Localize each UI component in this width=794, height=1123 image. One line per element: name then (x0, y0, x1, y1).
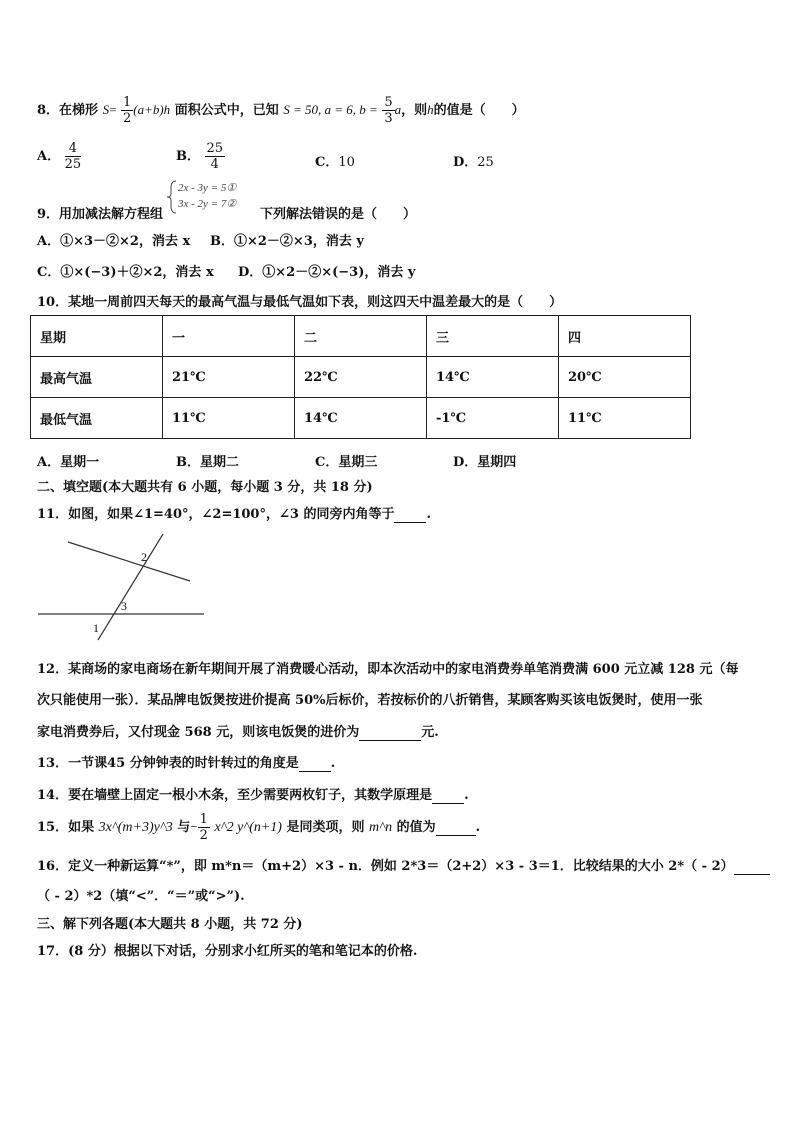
table-cell: 二 (295, 316, 427, 357)
table-row (31, 357, 691, 398)
q8-option-d: D．25 (453, 155, 494, 170)
answer-blank (436, 820, 476, 836)
q8-half-fraction: $\frac{1}{2}$ (122, 95, 132, 126)
answer-blank (734, 859, 770, 875)
q9-stem-suffix: 下列解法错误的是（ ） (260, 207, 417, 222)
table-cell: 星期 (31, 316, 163, 357)
q11-stem: 11．如图，如果∠1=40°，∠2=100°，∠3 的同旁内角等于 . (37, 507, 431, 522)
temperature-table (30, 315, 691, 439)
q11-figure (38, 534, 204, 642)
table-cell: 14℃ (295, 398, 427, 439)
q12-line-2: 次只能使用一张）．某品牌电饭煲按进价提高 50%后标价，若按标价的八折销售，某顾客购买该电饭煲时，使用一张 (37, 693, 703, 708)
table-cell: 22℃ (295, 357, 427, 398)
q9-option-a: A．①×3－②×2，消去 x (37, 234, 191, 249)
q9-stem-prefix: 9．用加减法解方程组 (37, 207, 164, 222)
q10-option-a: A．星期一 (37, 455, 100, 470)
table-cell: 11℃ (559, 398, 691, 439)
table-header-row (31, 316, 691, 357)
q12-line-3: 家电消费券后，又付现金 568 元，则该电饭煲的进价为 元. (37, 725, 439, 740)
angle-label-1: 1 (93, 621, 99, 635)
q10-option-d: D．星期四 (453, 455, 517, 470)
q17-stem: 17．(8 分）根据以下对话，分别求小红所买的笔和笔记本的价格. (37, 944, 418, 959)
q9-equation-1: 2x - 3y = 5① (178, 182, 237, 194)
transversal-line (98, 534, 163, 640)
q16-line-1: 16．定义一种新运算“*”，即 m*n＝（m+2）×3 - n．例如 2*3＝（2+2）×3 - 3＝1．比较结果的大小 2*（ - 2） (37, 855, 770, 875)
table-cell: 14℃ (427, 357, 559, 398)
q10-option-b: B．星期二 (176, 455, 239, 470)
q13-stem: 13．一节课45 分钟钟表的时针转过的角度是 . (37, 756, 336, 771)
q12-line-1: 12．某商场的家电商场在新年期间开展了消费暖心活动，即本次活动中的家电消费券单笔消费满 600 元立减 128 元（每 (37, 662, 739, 677)
q15-stem: 15．如果 3x^(m+3)y^3 与− $\frac{1}{2}$ x^2 y^(n+1) 是同类项，则 m^n 的值为 . (37, 812, 481, 843)
q9-option-c: C．①×(−3)＋②×2，消去 x (37, 265, 214, 280)
answer-blank (299, 756, 331, 772)
angle-label-3: 3 (121, 599, 127, 613)
q8-stem: 8．在梯形 S= $\frac{1}{2}$ (a+b)h 面积公式中，已知 S = 50, a = 6, b = $\frac{5}{3}$ a，则h的值是（ ） (37, 95, 525, 126)
q8-option-a: A． $\frac{4}{25}$ (37, 141, 82, 172)
table-row (31, 398, 691, 439)
table-cell: -1℃ (427, 398, 559, 439)
q10-stem: 10．某地一周前四天每天的最高气温与最低气温如下表，则这四天中温差最大的是（ ） (37, 295, 563, 310)
answer-blank (359, 725, 421, 741)
q8-option-b: B． $\frac{25}{4}$ (176, 141, 224, 172)
q9-option-d: D．①×2－②×(−3)，消去 y (238, 265, 416, 280)
table-cell: 21℃ (163, 357, 295, 398)
q8-b-fraction: $\frac{5}{3}$ (384, 95, 393, 126)
angle-label-2: 2 (141, 550, 147, 564)
q15-term-2: x^2 y^(n+1) (214, 820, 282, 835)
q10-option-c: C．星期三 (315, 455, 378, 470)
answer-blank (432, 788, 464, 804)
table-cell: 四 (559, 316, 691, 357)
q16-line-2: （ - 2）*2（填“<”．“＝”或“>”). (37, 889, 245, 904)
q15-term-1: 3x^(m+3)y^3 (98, 820, 173, 835)
section-3-heading: 三、解下列各题(本大题共 8 小题，共 72 分) (37, 917, 303, 932)
table-cell: 三 (427, 316, 559, 357)
q9-equation-2: 3x - 2y = 7② (178, 198, 237, 210)
table-cell: 20℃ (559, 357, 691, 398)
answer-blank (394, 507, 426, 523)
q14-stem: 14．要在墙壁上固定一根小木条，至少需要两枚钉子，其数学原理是 . (37, 788, 469, 803)
upper-slanted-line (68, 542, 190, 581)
table-cell: 11℃ (163, 398, 295, 439)
table-cell: 一 (163, 316, 295, 357)
table-cell: 最高气温 (31, 357, 163, 398)
q9-option-b: B．①×2－②×3，消去 y (210, 234, 364, 249)
q9-brace (166, 180, 178, 214)
q15-expression: m^n (369, 820, 393, 835)
section-2-heading: 二、填空题(本大题共有 6 小题，每小题 3 分，共 18 分) (37, 480, 373, 495)
table-cell: 最低气温 (31, 398, 163, 439)
q8-option-c: C．10 (315, 155, 355, 170)
